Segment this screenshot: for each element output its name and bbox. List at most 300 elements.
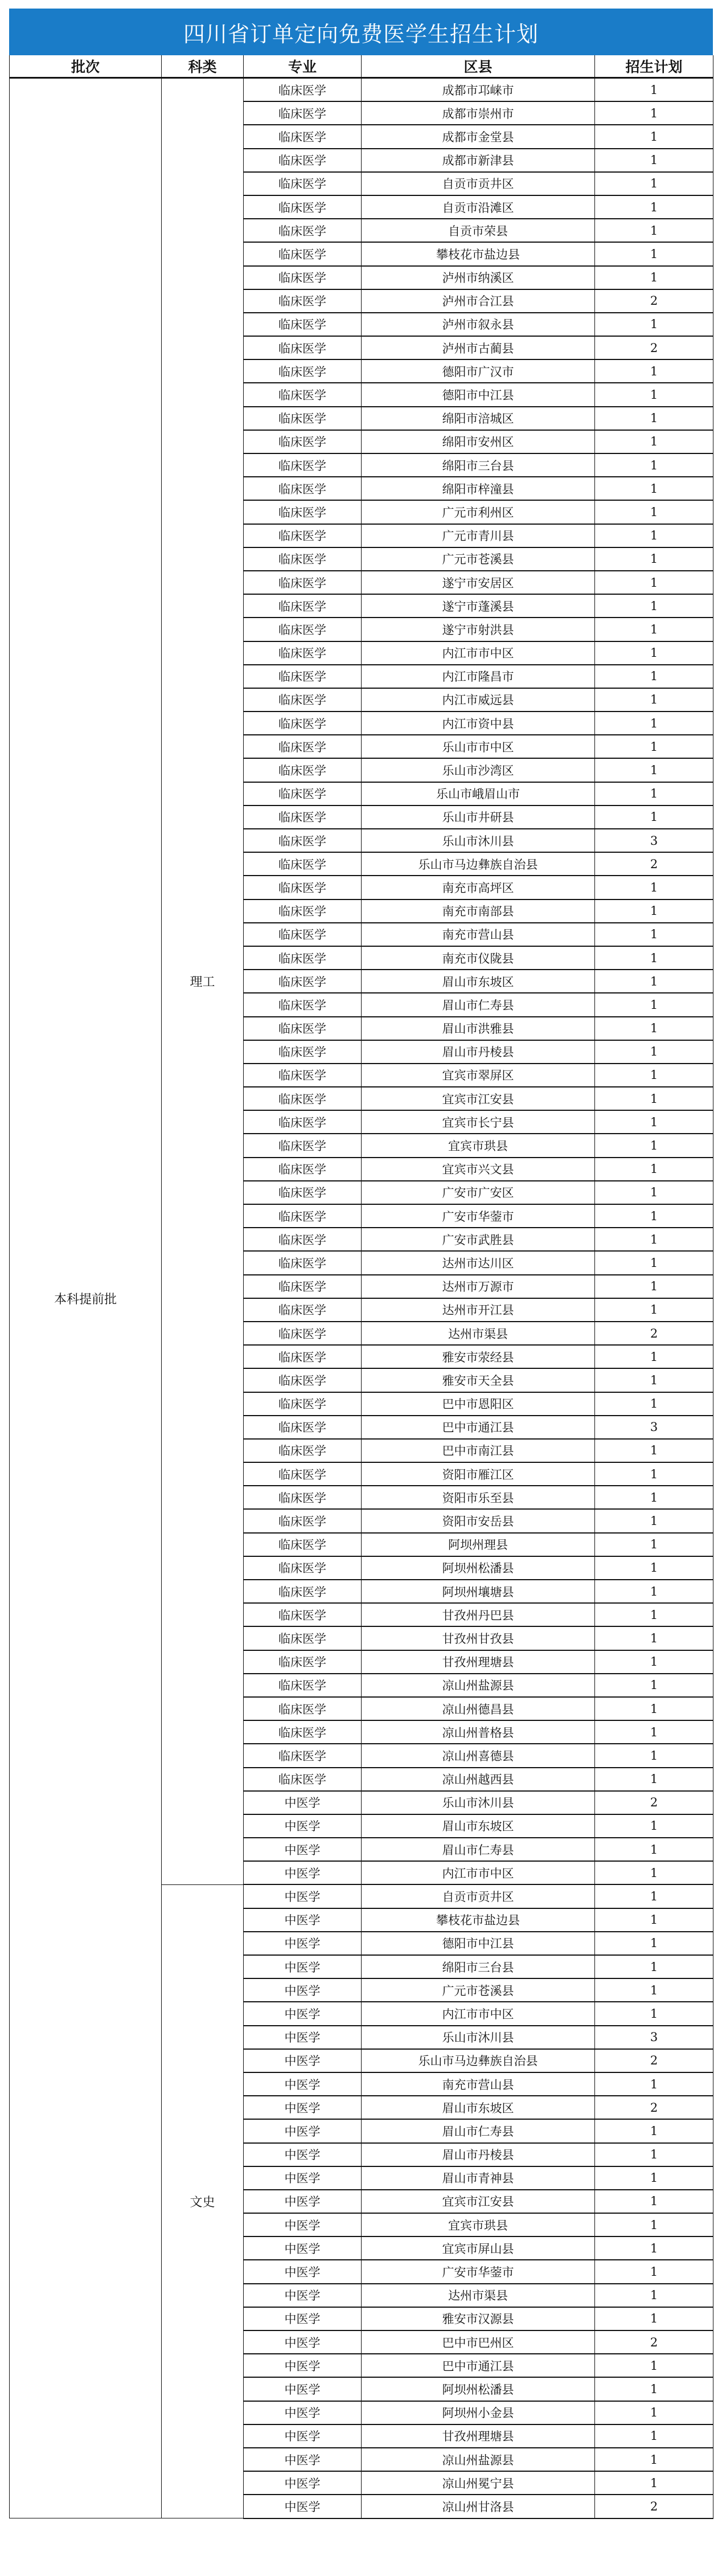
major-cell: 中医学	[244, 2284, 362, 2307]
header-batch: 批次	[10, 55, 162, 78]
district-cell: 阿坝州松潘县	[362, 1556, 595, 1580]
quota-cell: 1	[595, 477, 713, 500]
quota-cell: 1	[595, 1814, 713, 1838]
plan-document	[9, 9, 713, 2519]
quota-cell: 1	[595, 1884, 713, 1908]
district-cell: 资阳市雁江区	[362, 1462, 595, 1486]
quota-cell: 1	[595, 758, 713, 782]
district-cell: 阿坝州壤塘县	[362, 1580, 595, 1603]
district-cell: 自贡市贡井区	[362, 1884, 595, 1908]
district-cell: 乐山市马边彝族自治县	[362, 852, 595, 876]
major-cell: 临床医学	[244, 1368, 362, 1392]
major-cell: 临床医学	[244, 923, 362, 946]
district-cell: 凉山州盐源县	[362, 1674, 595, 1697]
district-cell: 资阳市乐至县	[362, 1486, 595, 1509]
quota-cell: 1	[595, 2119, 713, 2142]
district-cell: 广元市青川县	[362, 524, 595, 547]
quota-cell: 1	[595, 1768, 713, 1791]
major-cell: 临床医学	[244, 1509, 362, 1532]
major-cell: 临床医学	[244, 594, 362, 618]
district-cell: 凉山州越西县	[362, 1768, 595, 1791]
quota-cell: 1	[595, 1439, 713, 1462]
quota-cell: 1	[595, 1181, 713, 1204]
quota-cell: 1	[595, 172, 713, 195]
quota-cell: 1	[595, 2002, 713, 2025]
quota-cell: 1	[595, 2072, 713, 2096]
major-cell: 临床医学	[244, 946, 362, 970]
district-cell: 眉山市洪雅县	[362, 1017, 595, 1040]
major-cell: 中医学	[244, 1791, 362, 1814]
major-cell: 中医学	[244, 1814, 362, 1838]
major-cell: 中医学	[244, 1932, 362, 1955]
district-cell: 眉山市仁寿县	[362, 993, 595, 1016]
major-cell: 临床医学	[244, 1533, 362, 1556]
quota-cell: 1	[595, 2424, 713, 2448]
quota-cell: 1	[595, 1368, 713, 1392]
district-cell: 宜宾市江安县	[362, 1087, 595, 1110]
quota-cell: 1	[595, 2471, 713, 2495]
major-cell: 临床医学	[244, 172, 362, 195]
major-cell: 临床医学	[244, 1017, 362, 1040]
district-cell: 遂宁市安居区	[362, 571, 595, 594]
major-cell: 临床医学	[244, 524, 362, 547]
district-cell: 阿坝州理县	[362, 1533, 595, 1556]
major-cell: 临床医学	[244, 782, 362, 805]
district-cell: 凉山州喜德县	[362, 1744, 595, 1767]
major-cell: 临床医学	[244, 359, 362, 383]
major-cell: 临床医学	[244, 899, 362, 923]
header-category: 科类	[162, 55, 244, 78]
quota-cell: 1	[595, 571, 713, 594]
district-cell: 内江市资中县	[362, 712, 595, 735]
major-cell: 临床医学	[244, 1720, 362, 1744]
quota-cell: 1	[595, 665, 713, 688]
quota-cell: 1	[595, 1509, 713, 1532]
district-cell: 内江市市中区	[362, 1861, 595, 1884]
district-cell: 眉山市东坡区	[362, 2096, 595, 2119]
district-cell: 巴中市通江县	[362, 2354, 595, 2377]
major-cell: 临床医学	[244, 571, 362, 594]
district-cell: 遂宁市射洪县	[362, 618, 595, 641]
quota-cell: 1	[595, 1533, 713, 1556]
quota-cell: 1	[595, 1064, 713, 1087]
district-cell: 广安市华蓥市	[362, 2260, 595, 2283]
major-cell: 临床医学	[244, 641, 362, 665]
quota-cell: 1	[595, 1556, 713, 1580]
district-cell: 凉山州甘洛县	[362, 2495, 595, 2518]
district-cell: 眉山市东坡区	[362, 1814, 595, 1838]
district-cell: 乐山市沙湾区	[362, 758, 595, 782]
district-cell: 甘孜州甘孜县	[362, 1626, 595, 1650]
district-cell: 眉山市青神县	[362, 2166, 595, 2190]
district-cell: 自贡市荣县	[362, 219, 595, 242]
major-cell: 临床医学	[244, 1580, 362, 1603]
district-cell: 南充市高坪区	[362, 876, 595, 899]
district-cell: 宜宾市翠屏区	[362, 1064, 595, 1087]
district-cell: 绵阳市涪城区	[362, 407, 595, 430]
quota-cell: 1	[595, 712, 713, 735]
district-cell: 雅安市荥经县	[362, 1345, 595, 1368]
quota-cell: 1	[595, 1955, 713, 1978]
quota-cell: 1	[595, 923, 713, 946]
major-cell: 临床医学	[244, 149, 362, 172]
major-cell: 中医学	[244, 1955, 362, 1978]
quota-cell: 1	[595, 149, 713, 172]
district-cell: 绵阳市安州区	[362, 430, 595, 453]
major-cell: 中医学	[244, 2236, 362, 2260]
major-cell: 临床医学	[244, 1392, 362, 1416]
major-cell: 临床医学	[244, 500, 362, 524]
district-cell: 自贡市贡井区	[362, 172, 595, 195]
district-cell: 眉山市仁寿县	[362, 1838, 595, 1861]
district-cell: 广元市苍溪县	[362, 547, 595, 571]
quota-cell: 1	[595, 782, 713, 805]
major-cell: 临床医学	[244, 758, 362, 782]
district-cell: 德阳市中江县	[362, 1932, 595, 1955]
major-cell: 临床医学	[244, 1556, 362, 1580]
quota-cell: 1	[595, 1134, 713, 1157]
quota-cell: 1	[595, 1674, 713, 1697]
major-cell: 中医学	[244, 2002, 362, 2025]
district-cell: 巴中市巴州区	[362, 2330, 595, 2354]
district-cell: 达州市渠县	[362, 1322, 595, 1345]
header-major: 专业	[244, 55, 362, 78]
major-cell: 临床医学	[244, 242, 362, 265]
quota-cell: 1	[595, 1908, 713, 1932]
major-cell: 临床医学	[244, 1110, 362, 1134]
enrollment-plan-table	[9, 55, 713, 2519]
major-cell: 中医学	[244, 2119, 362, 2142]
quota-cell: 1	[595, 430, 713, 453]
major-cell: 中医学	[244, 2260, 362, 2283]
district-cell: 眉山市仁寿县	[362, 2119, 595, 2142]
major-cell: 临床医学	[244, 1486, 362, 1509]
major-cell: 临床医学	[244, 805, 362, 829]
major-cell: 临床医学	[244, 1697, 362, 1720]
district-cell: 资阳市安岳县	[362, 1509, 595, 1532]
district-cell: 绵阳市三台县	[362, 1955, 595, 1978]
header-quota: 招生计划	[595, 55, 713, 78]
major-cell: 中医学	[244, 2166, 362, 2190]
quota-cell: 3	[595, 829, 713, 852]
district-cell: 雅安市汉源县	[362, 2307, 595, 2330]
category-cell: 文史	[162, 1884, 244, 2518]
major-cell: 临床医学	[244, 289, 362, 313]
quota-cell: 1	[595, 1697, 713, 1720]
quota-cell: 2	[595, 2495, 713, 2518]
major-cell: 临床医学	[244, 1603, 362, 1626]
quota-cell: 1	[595, 2401, 713, 2424]
major-cell: 临床医学	[244, 1158, 362, 1181]
quota-cell: 1	[595, 2354, 713, 2377]
major-cell: 临床医学	[244, 1275, 362, 1298]
major-cell: 临床医学	[244, 1768, 362, 1791]
major-cell: 临床医学	[244, 125, 362, 148]
district-cell: 泸州市合江县	[362, 289, 595, 313]
major-cell: 临床医学	[244, 665, 362, 688]
district-cell: 绵阳市三台县	[362, 453, 595, 477]
major-cell: 中医学	[244, 2448, 362, 2471]
major-cell: 临床医学	[244, 688, 362, 712]
district-cell: 泸州市纳溪区	[362, 266, 595, 289]
page-title: 四川省订单定向免费医学生招生计划	[9, 9, 713, 55]
district-cell: 泸州市叙永县	[362, 313, 595, 336]
quota-cell: 1	[595, 1650, 713, 1674]
district-cell: 巴中市南江县	[362, 1439, 595, 1462]
major-cell: 临床医学	[244, 336, 362, 359]
district-cell: 凉山州普格县	[362, 1720, 595, 1744]
quota-cell: 1	[595, 1110, 713, 1134]
quota-cell: 2	[595, 852, 713, 876]
district-cell: 乐山市沐川县	[362, 1791, 595, 1814]
district-cell: 宜宾市长宁县	[362, 1110, 595, 1134]
quota-cell: 2	[595, 2096, 713, 2119]
district-cell: 达州市渠县	[362, 2284, 595, 2307]
quota-cell: 1	[595, 970, 713, 993]
quota-cell: 1	[595, 876, 713, 899]
major-cell: 临床医学	[244, 477, 362, 500]
quota-cell: 1	[595, 2213, 713, 2236]
district-cell: 宜宾市珙县	[362, 1134, 595, 1157]
major-cell: 临床医学	[244, 313, 362, 336]
major-cell: 临床医学	[244, 383, 362, 406]
major-cell: 临床医学	[244, 195, 362, 219]
quota-cell: 1	[595, 1932, 713, 1955]
quota-cell: 1	[595, 1298, 713, 1322]
district-cell: 眉山市东坡区	[362, 970, 595, 993]
major-cell: 临床医学	[244, 1674, 362, 1697]
district-cell: 宜宾市兴文县	[362, 1158, 595, 1181]
district-cell: 巴中市通江县	[362, 1416, 595, 1439]
district-cell: 宜宾市江安县	[362, 2190, 595, 2213]
major-cell: 临床医学	[244, 453, 362, 477]
district-cell: 泸州市古蔺县	[362, 336, 595, 359]
quota-cell: 1	[595, 2190, 713, 2213]
district-cell: 南充市仪陇县	[362, 946, 595, 970]
major-cell: 临床医学	[244, 618, 362, 641]
quota-cell: 1	[595, 2236, 713, 2260]
district-cell: 遂宁市蓬溪县	[362, 594, 595, 618]
quota-cell: 1	[595, 359, 713, 383]
major-cell: 临床医学	[244, 1626, 362, 1650]
district-cell: 德阳市广汉市	[362, 359, 595, 383]
major-cell: 临床医学	[244, 1416, 362, 1439]
major-cell: 临床医学	[244, 266, 362, 289]
quota-cell: 1	[595, 735, 713, 758]
table-header-row	[10, 55, 713, 78]
major-cell: 临床医学	[244, 1087, 362, 1110]
quota-cell: 1	[595, 1087, 713, 1110]
quota-cell: 1	[595, 313, 713, 336]
district-cell: 眉山市丹棱县	[362, 1040, 595, 1064]
quota-cell: 1	[595, 641, 713, 665]
quota-cell: 1	[595, 101, 713, 125]
quota-cell: 1	[595, 899, 713, 923]
major-cell: 中医学	[244, 1884, 362, 1908]
quota-cell: 1	[595, 1603, 713, 1626]
quota-cell: 1	[595, 1978, 713, 2002]
major-cell: 中医学	[244, 2495, 362, 2518]
quota-cell: 1	[595, 1345, 713, 1368]
quota-cell: 1	[595, 500, 713, 524]
major-cell: 中医学	[244, 1978, 362, 2002]
district-cell: 凉山州德昌县	[362, 1697, 595, 1720]
quota-cell: 1	[595, 547, 713, 571]
major-cell: 中医学	[244, 1838, 362, 1861]
quota-cell: 1	[595, 2166, 713, 2190]
major-cell: 中医学	[244, 2190, 362, 2213]
quota-cell: 1	[595, 946, 713, 970]
major-cell: 临床医学	[244, 547, 362, 571]
major-cell: 中医学	[244, 2096, 362, 2119]
major-cell: 临床医学	[244, 970, 362, 993]
district-cell: 阿坝州松潘县	[362, 2377, 595, 2401]
district-cell: 眉山市丹棱县	[362, 2143, 595, 2166]
district-cell: 成都市金堂县	[362, 125, 595, 148]
major-cell: 临床医学	[244, 1204, 362, 1228]
district-cell: 内江市市中区	[362, 641, 595, 665]
quota-cell: 1	[595, 688, 713, 712]
major-cell: 临床医学	[244, 430, 362, 453]
major-cell: 临床医学	[244, 1181, 362, 1204]
major-cell: 临床医学	[244, 852, 362, 876]
quota-cell: 1	[595, 195, 713, 219]
table-body	[10, 78, 713, 2518]
major-cell: 临床医学	[244, 1064, 362, 1087]
major-cell: 临床医学	[244, 1345, 362, 1368]
quota-cell: 1	[595, 2284, 713, 2307]
quota-cell: 1	[595, 1720, 713, 1744]
quota-cell: 1	[595, 2143, 713, 2166]
quota-cell: 1	[595, 453, 713, 477]
district-cell: 广元市苍溪县	[362, 1978, 595, 2002]
district-cell: 攀枝花市盐边县	[362, 1908, 595, 1932]
quota-cell: 1	[595, 125, 713, 148]
quota-cell: 1	[595, 2448, 713, 2471]
district-cell: 甘孜州理塘县	[362, 2424, 595, 2448]
district-cell: 巴中市恩阳区	[362, 1392, 595, 1416]
district-cell: 乐山市沐川县	[362, 2026, 595, 2049]
header-district: 区县	[362, 55, 595, 78]
quota-cell: 1	[595, 594, 713, 618]
district-cell: 达州市万源市	[362, 1275, 595, 1298]
district-cell: 南充市营山县	[362, 2072, 595, 2096]
district-cell: 攀枝花市盐边县	[362, 242, 595, 265]
major-cell: 中医学	[244, 2026, 362, 2049]
quota-cell: 2	[595, 1791, 713, 1814]
quota-cell: 1	[595, 383, 713, 406]
quota-cell: 1	[595, 2307, 713, 2330]
quota-cell: 1	[595, 2377, 713, 2401]
major-cell: 临床医学	[244, 1744, 362, 1767]
major-cell: 中医学	[244, 2354, 362, 2377]
quota-cell: 1	[595, 524, 713, 547]
quota-cell: 1	[595, 1744, 713, 1767]
batch-cell: 本科提前批	[10, 78, 162, 2518]
major-cell: 临床医学	[244, 829, 362, 852]
major-cell: 中医学	[244, 2377, 362, 2401]
major-cell: 临床医学	[244, 101, 362, 125]
major-cell: 临床医学	[244, 219, 362, 242]
quota-cell: 2	[595, 289, 713, 313]
quota-cell: 1	[595, 1838, 713, 1861]
quota-cell: 1	[595, 805, 713, 829]
quota-cell: 1	[595, 618, 713, 641]
district-cell: 雅安市天全县	[362, 1368, 595, 1392]
quota-cell: 1	[595, 1251, 713, 1274]
quota-cell: 2	[595, 336, 713, 359]
district-cell: 广元市利州区	[362, 500, 595, 524]
major-cell: 临床医学	[244, 735, 362, 758]
district-cell: 成都市邛崃市	[362, 78, 595, 102]
district-cell: 达州市开江县	[362, 1298, 595, 1322]
major-cell: 临床医学	[244, 1040, 362, 1064]
major-cell: 临床医学	[244, 1650, 362, 1674]
major-cell: 临床医学	[244, 407, 362, 430]
major-cell: 中医学	[244, 2213, 362, 2236]
major-cell: 临床医学	[244, 78, 362, 102]
district-cell: 乐山市峨眉山市	[362, 782, 595, 805]
major-cell: 中医学	[244, 1861, 362, 1884]
district-cell: 内江市市中区	[362, 2002, 595, 2025]
district-cell: 甘孜州理塘县	[362, 1650, 595, 1674]
quota-cell: 1	[595, 407, 713, 430]
district-cell: 内江市威远县	[362, 688, 595, 712]
table-row	[10, 78, 713, 102]
major-cell: 中医学	[244, 2330, 362, 2354]
major-cell: 临床医学	[244, 1134, 362, 1157]
quota-cell: 2	[595, 1322, 713, 1345]
major-cell: 临床医学	[244, 1298, 362, 1322]
major-cell: 中医学	[244, 2049, 362, 2072]
major-cell: 中医学	[244, 2401, 362, 2424]
major-cell: 中医学	[244, 2471, 362, 2495]
quota-cell: 1	[595, 1580, 713, 1603]
major-cell: 中医学	[244, 2143, 362, 2166]
district-cell: 广安市武胜县	[362, 1228, 595, 1251]
district-cell: 成都市崇州市	[362, 101, 595, 125]
quota-cell: 1	[595, 1392, 713, 1416]
district-cell: 乐山市马边彝族自治县	[362, 2049, 595, 2072]
quota-cell: 1	[595, 1486, 713, 1509]
quota-cell: 1	[595, 1462, 713, 1486]
district-cell: 成都市新津县	[362, 149, 595, 172]
major-cell: 临床医学	[244, 993, 362, 1016]
district-cell: 阿坝州小金县	[362, 2401, 595, 2424]
major-cell: 临床医学	[244, 1462, 362, 1486]
quota-cell: 1	[595, 266, 713, 289]
quota-cell: 1	[595, 993, 713, 1016]
major-cell: 临床医学	[244, 1251, 362, 1274]
district-cell: 广安市广安区	[362, 1181, 595, 1204]
quota-cell: 1	[595, 1275, 713, 1298]
district-cell: 宜宾市珙县	[362, 2213, 595, 2236]
major-cell: 中医学	[244, 2307, 362, 2330]
quota-cell: 1	[595, 1228, 713, 1251]
district-cell: 自贡市沿滩区	[362, 195, 595, 219]
major-cell: 中医学	[244, 2072, 362, 2096]
major-cell: 临床医学	[244, 712, 362, 735]
district-cell: 广安市华蓥市	[362, 1204, 595, 1228]
major-cell: 临床医学	[244, 1228, 362, 1251]
major-cell: 临床医学	[244, 876, 362, 899]
major-cell: 临床医学	[244, 1439, 362, 1462]
district-cell: 凉山州盐源县	[362, 2448, 595, 2471]
quota-cell: 1	[595, 2260, 713, 2283]
quota-cell: 1	[595, 1017, 713, 1040]
district-cell: 绵阳市梓潼县	[362, 477, 595, 500]
district-cell: 德阳市中江县	[362, 383, 595, 406]
